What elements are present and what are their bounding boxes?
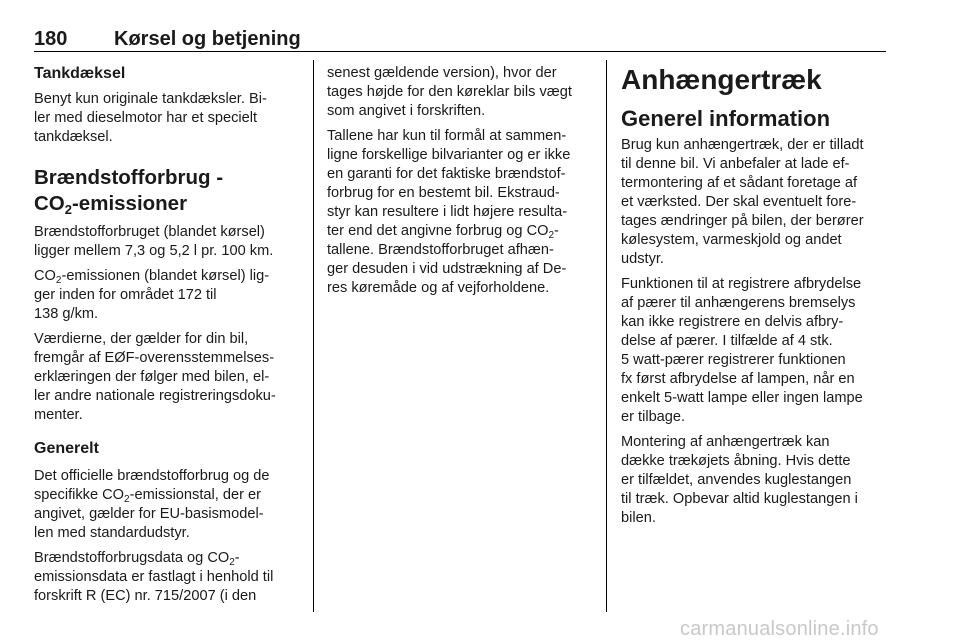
paragraph-towbar-3 (621, 433, 889, 528)
text-line: til denne bil. Vi anbefaler at lade ef- (621, 156, 850, 172)
text-line: ligne forskellige bilvarianter og er ikke (327, 147, 571, 163)
text-line: menter. (34, 407, 83, 423)
text-line: tages højde for den køreklar bils vægt (327, 84, 572, 100)
text-line: udstyr. (621, 251, 664, 267)
text-line: en garanti for det faktiske brændstof- (327, 166, 566, 182)
text-line: delse af pærer. I tilfælde af 4 stk. (621, 333, 833, 349)
text-line: Funktionen til at registrere afbrydelse (621, 276, 862, 292)
heading-fuel-consumption: Brændstofforbrug - $CO_2$-emissioner (34, 166, 224, 217)
text-line: tages ændringer på bilen, der berører (621, 213, 864, 229)
text-line: ler andre nationale registreringsdoku- (34, 388, 276, 404)
text-line: som angivet i forskriften. (327, 103, 486, 119)
text-line: erklæringen der følger med bilen, el- (34, 369, 270, 385)
paragraph-tank (34, 90, 302, 147)
text-line: bilen. (621, 510, 656, 526)
paragraph-fuel-3 (34, 330, 302, 425)
text-line: fx først afbrydelse af lampen, når en (621, 371, 855, 387)
text-line: ligger mellem 7,3 og 5,2 l pr. 100 km. (34, 243, 274, 259)
page-header (34, 28, 886, 52)
text-line: termontering af et sådant foretage af (621, 175, 858, 191)
text-line: res køremåde og af vejforholdene. (327, 280, 550, 296)
text-line: 138 g/km. (34, 306, 99, 322)
text-line: til træk. Opbevar altid kuglestangen i (621, 491, 858, 507)
text-line: Tallene har kun til formål at sammen- (327, 128, 567, 144)
text-line: ler med dieselmotor har et specielt (34, 110, 258, 126)
text-line: Værdierne, der gælder for din bil, (34, 331, 249, 347)
column-divider-1 (313, 60, 314, 612)
text-line: fremgår af EØF-overensstemmelses- (34, 350, 275, 366)
text-line: er tilfældet, anvendes kuglestangen (621, 472, 852, 488)
paragraph-comparison: Tallene har kun til formål at sammen- ligne forskellige bilvarianter og er ikke en garanti for det faktiske brændstof- forbrug for en bestemt bil. Ekstraud- styr kan resultere i lidt højere resulta- ter end det angivne forbrug og $CO_2-$ tallene. Brændstofforbruget afhæn- ger desuden i vid udstrækning af De- res køremåde og af vejforholdene. (327, 128, 571, 296)
text-line: forbrug for en bestemt bil. Ekstraud- (327, 185, 560, 201)
heading-general-information: Generel information (621, 106, 831, 131)
text-line: Benyt kun originale tankdæksler. Bi- (34, 91, 267, 107)
paragraph-general-2: Brændstofforbrugsdata og $CO_2-$ emissionsdata er fastlagt i henhold til forskrift R (EC) nr. 715/2007 (i den (34, 550, 274, 604)
text-line: len med standardudstyr. (34, 525, 190, 541)
header-rule (34, 51, 886, 52)
text-line: 5 watt-pærer registrerer funktionen (621, 352, 846, 368)
text-line: et værksted. Der skal eventuelt fore- (621, 194, 857, 210)
paragraph-fuel-2: $CO_2$-emissionen (blandet kørsel) lig- ger inden for området 172 til 138 g/km. (34, 268, 270, 322)
column-2 (327, 64, 595, 298)
text-line: Brug kun anhængertræk, der er tilladt (621, 137, 864, 153)
text-line: emissionsdata er fastlagt i henhold til (34, 569, 274, 585)
text-line: er tilbage. (621, 409, 686, 425)
text-line: dække trækøjets åbning. Hvis dette (621, 453, 851, 469)
text-line: Brændstofforbruget (blandet kørsel) (34, 224, 265, 240)
text-line: Montering af anhængertræk kan (621, 434, 830, 450)
text-line: styr kan resultere i lidt højere resulta- (327, 204, 568, 220)
heading-tankdaeksel: Tankdæksel (34, 65, 126, 82)
watermark-text: carmanualsonline.info (680, 618, 879, 640)
text-line: kølesystem, varmeskjold og andet (621, 232, 842, 248)
chapter-title: Kørsel og betjening (114, 28, 301, 50)
column-3 (621, 64, 889, 528)
paragraph-continuation (327, 64, 595, 121)
text-line: senest gældende version), hvor der (327, 65, 557, 81)
heading-towbar: Anhængertræk (621, 64, 822, 95)
paragraph-fuel-1 (34, 223, 302, 261)
text-line: kan ikke registrere en delvis afbry- (621, 314, 844, 330)
text-line: forskrift R (EC) nr. 715/2007 (i den (34, 588, 257, 604)
page-number: 180 (34, 28, 68, 50)
text-line: tallene. Brændstofforbruget afhæn- (327, 242, 554, 258)
paragraph-general-1: Det officielle brændstofforbrug og de specifikke $CO_2$-emissionstal, der er angivet, gælder for EU-basismodel- len med standardudstyr. (34, 468, 270, 541)
text-line: af pærer til anhængerens bremselys (621, 295, 856, 311)
text-line: ger desuden i vid udstrækning af De- (327, 261, 567, 277)
text-line: tankdæksel. (34, 129, 113, 145)
column-divider-2 (606, 60, 607, 612)
heading-generelt: Generelt (34, 440, 99, 457)
text-line: enkelt 5-watt lampe eller ingen lampe (621, 390, 863, 406)
text-line: angivet, gælder for EU-basismodel- (34, 506, 264, 522)
paragraph-towbar-1 (621, 136, 889, 269)
column-1 (34, 64, 302, 606)
text-line: ger inden for området 172 til (34, 287, 217, 303)
paragraph-towbar-2 (621, 275, 889, 427)
